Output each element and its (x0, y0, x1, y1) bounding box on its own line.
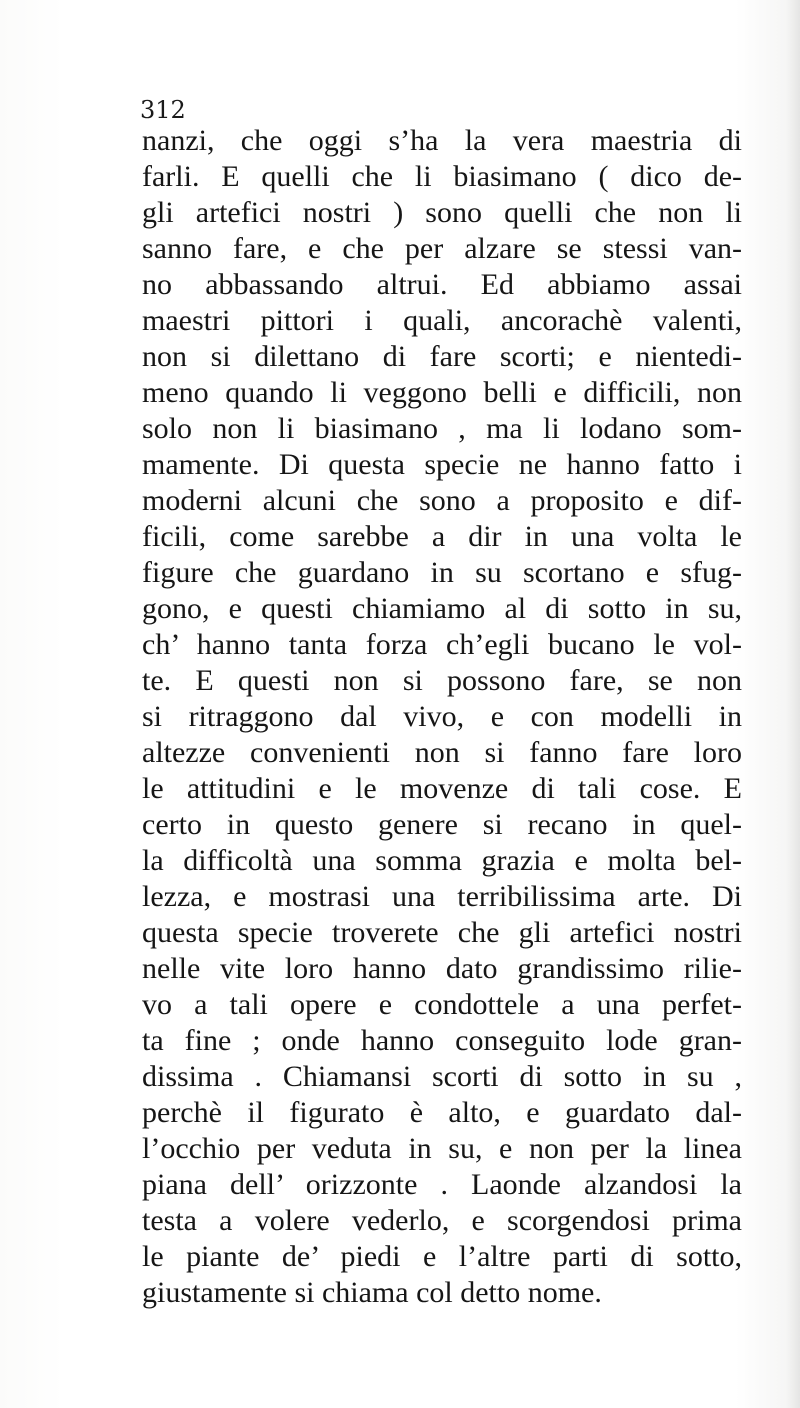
text-line: vo a tali opere e condottele a una perfet- (142, 988, 742, 1021)
text-line: perchè il figurato è alto, e guardato dal- (142, 1096, 742, 1129)
text-line: solo non li biasimano , ma li lodano som- (142, 412, 742, 445)
body-text (142, 123, 742, 1311)
text-line: altezze convenienti non si fanno fare loro (142, 736, 742, 769)
text-line: questa specie troverete che gli artefici nostri (142, 916, 742, 949)
text-line: nelle vite loro hanno dato grandissimo rilie- (142, 952, 742, 985)
text-line: ficili, come sarebbe a dir in una volta le (142, 520, 742, 553)
text-line: moderni alcuni che sono a proposito e dif- (142, 484, 742, 517)
text-line: maestri pittori i quali, ancorachè valenti, (142, 304, 742, 337)
text-line: certo in questo genere si recano in quel- (142, 808, 742, 841)
text-line: giustamente si chiama col detto nome. (142, 1276, 602, 1309)
text-line: te. E questi non si possono fare, se non (142, 664, 742, 697)
text-line: piana dell’ orizzonte . Laonde alzandosi la (142, 1168, 742, 1201)
text-line: gli artefici nostri ) sono quelli che non li (142, 196, 742, 229)
text-line: mamente. Di questa specie ne hanno fatto i (142, 448, 742, 481)
text-line: dissima . Chiamansi scorti di sotto in su , (142, 1060, 742, 1093)
text-line: si ritraggono dal vivo, e con modelli in (142, 700, 742, 733)
text-line: ta fine ; onde hanno conseguito lode gran- (142, 1024, 742, 1057)
text-line: figure che guardano in su scortano e sfug- (142, 556, 742, 589)
page-edge-shadow (786, 0, 800, 1408)
text-line: nanzi, che oggi s’ha la vera maestria di (142, 124, 742, 157)
text-line: non si dilettano di fare scorti; e nientedi- (142, 340, 742, 373)
text-line: ch’ hanno tanta forza ch’egli bucano le vol- (142, 628, 742, 661)
text-line: meno quando li veggono belli e difficili, non (142, 376, 742, 409)
text-line: sanno fare, e che per alzare se stessi van- (142, 232, 742, 265)
text-line: farli. E quelli che li biasimano ( dico de- (142, 160, 742, 193)
text-line: testa a volere vederlo, e scorgendosi prima (142, 1204, 742, 1237)
text-line: l’occhio per veduta in su, e non per la linea (142, 1132, 742, 1165)
text-line: no abbassando altrui. Ed abbiamo assai (142, 268, 742, 301)
text-line: gono, e questi chiamiamo al di sotto in su, (142, 592, 742, 625)
text-line: la difficoltà una somma grazia e molta bel- (142, 844, 742, 877)
text-line: le piante de’ piedi e l’altre parti di sotto, (142, 1240, 742, 1273)
page-number: 312 (140, 96, 186, 124)
text-line: le attitudini e le movenze di tali cose. E (142, 772, 742, 805)
text-line: lezza, e mostrasi una terribilissima arte. Di (142, 880, 742, 913)
